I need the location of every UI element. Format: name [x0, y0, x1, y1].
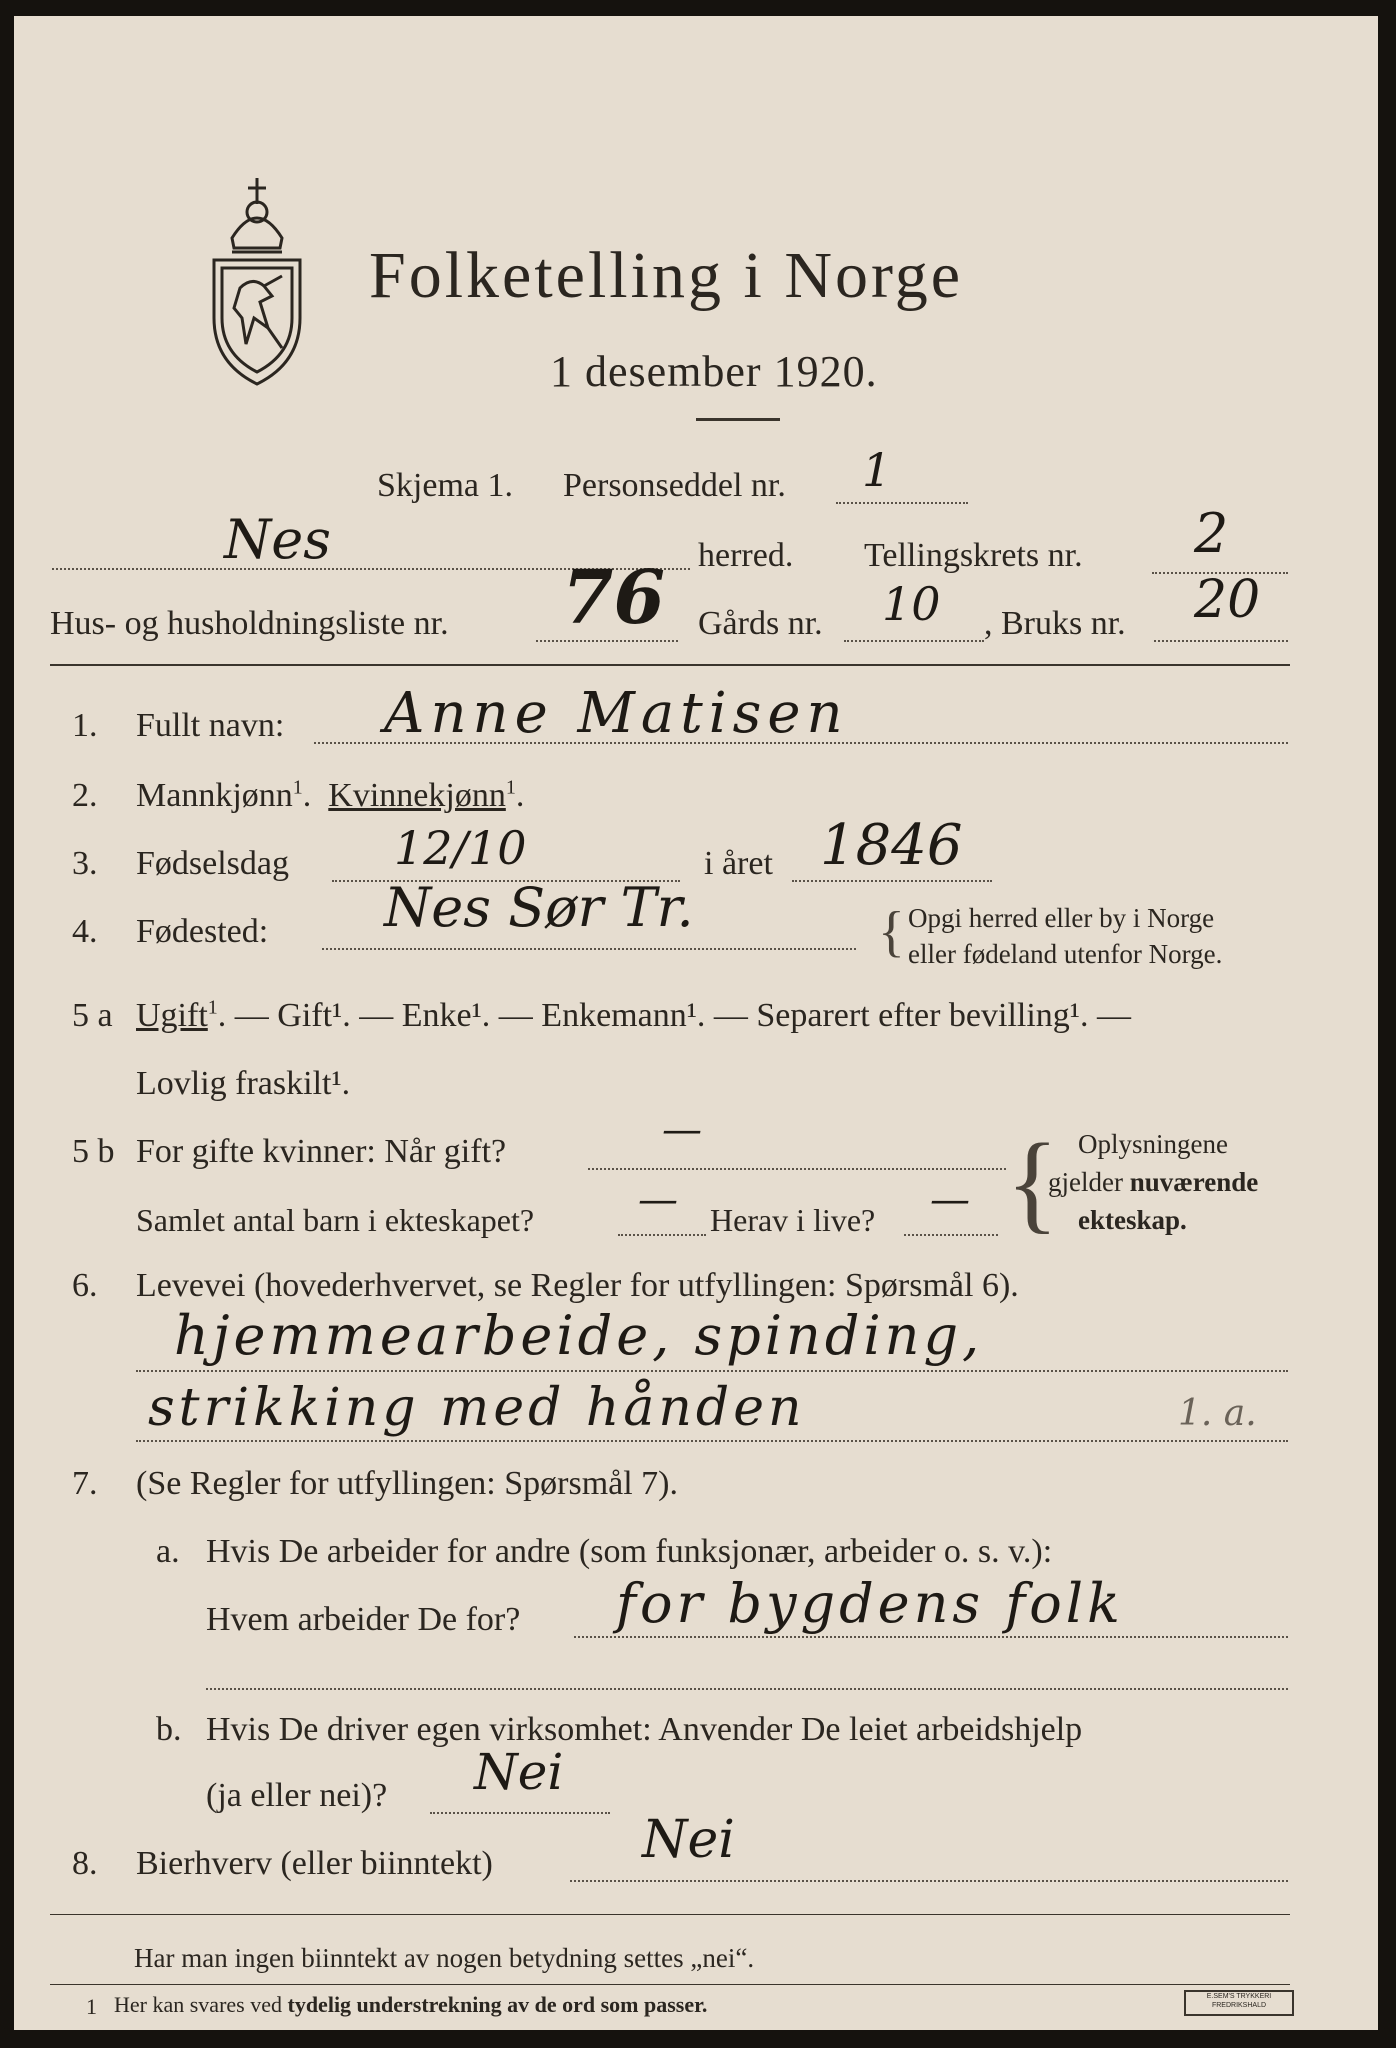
herred-label: herred. [698, 537, 794, 574]
q4-number: 4. [72, 913, 98, 950]
footnote-text: Her kan svares ved tydelig understrekning av de ord som passer. [114, 1992, 708, 2017]
gards-label: Gårds nr. [698, 605, 823, 642]
q7b-line [430, 1812, 610, 1814]
q5b-note-2: gjelder nuværende [1048, 1167, 1259, 1197]
q5b-line-2 [618, 1234, 706, 1236]
q5b-line-3 [904, 1234, 998, 1236]
q5a-options: Ugift$^1$. — Gift¹. — Enke¹. — Enkemann¹. — Separert efter bevilling¹. — [136, 996, 1131, 1034]
q5b-note-3: ekteskap. [1078, 1205, 1187, 1235]
tellingskrets-value: 2 [1194, 502, 1229, 565]
q3-value: 12/10 [394, 821, 527, 875]
gards-line [844, 640, 984, 642]
q5b-value-3: — [930, 1177, 970, 1223]
q3-year-value: 1846 [820, 813, 963, 878]
bruks-label: , Bruks nr. [984, 605, 1126, 642]
q7-number: 7. [72, 1465, 98, 1502]
q7a-line-2: Hvem arbeider De for? [206, 1601, 521, 1638]
q7a-line [574, 1636, 1288, 1638]
q7a-letter: a. [156, 1533, 180, 1570]
q1-number: 1. [72, 707, 98, 744]
footnote-rule [50, 1984, 1290, 1985]
q6-line-1 [136, 1370, 1288, 1372]
q3-year-line [792, 880, 992, 882]
q3-label: Fødselsdag [136, 845, 289, 882]
q5b-note-1: Oplysningene [1078, 1129, 1228, 1159]
personseddel-value: 1 [862, 443, 892, 497]
q3-number: 3. [72, 845, 98, 882]
q5b-label-3: Herav i live? [710, 1202, 876, 1238]
q2-male: Mannkjønn [136, 777, 293, 814]
q7b-value: Nei [474, 1743, 564, 1801]
q2-female: Kvinnekjønn [328, 777, 506, 814]
census-form [14, 16, 1378, 2030]
q6-value-3: 1. a. [1178, 1393, 1257, 1434]
q5b-line-1 [588, 1168, 1006, 1170]
q6-label: Levevei (hovederhvervet, se Regler for utfyllingen: Spørsmål 6). [136, 1267, 1019, 1304]
title-divider [696, 418, 780, 421]
q6-number: 6. [72, 1267, 98, 1304]
q3-year-label: i året [704, 845, 773, 882]
q7a-line-extra [206, 1688, 1288, 1690]
q7a-value: for bygdens folk [616, 1572, 1124, 1635]
q5b-brace: { [1006, 1121, 1059, 1243]
q4-note-2: eller fødeland utenfor Norge. [908, 939, 1223, 969]
header-rule [50, 664, 1290, 666]
herred-value: Nes [224, 508, 331, 571]
q1-label: Fullt navn: [136, 707, 285, 744]
q6-line-2 [136, 1440, 1288, 1442]
q6-value-1: hjemmearbeide, spinding, [174, 1304, 984, 1367]
printer-mark: E.SEM'S TRYKKERI FREDRIKSHALD [1184, 1990, 1294, 2016]
footnote-number: 1 [86, 1994, 97, 2019]
q1-value: Anne Matisen [384, 681, 849, 746]
q4-brace: { [878, 901, 905, 963]
personseddel-label: Personseddel nr. [563, 467, 786, 504]
q2-number: 2. [72, 777, 98, 814]
census-date: 1 desember 1920. [550, 347, 878, 396]
q7-label: (Se Regler for utfyllingen: Spørsmål 7). [136, 1465, 679, 1502]
q5a-line2: Lovlig fraskilt¹. [136, 1065, 351, 1102]
q4-label: Fødested: [136, 913, 269, 950]
bottom-rule [50, 1914, 1290, 1915]
q8-value: Nei [642, 1810, 735, 1870]
q7a-line-1: Hvis De arbeider for andre (som funksjonær, arbeider o. s. v.): [206, 1533, 1053, 1570]
bruks-value: 20 [1194, 570, 1261, 630]
coat-of-arms-icon [202, 168, 312, 390]
q5b-value-2: — [638, 1177, 678, 1223]
q8-label: Bierhverv (eller biinntekt) [136, 1845, 493, 1882]
bottom-note: Har man ingen biinntekt av nogen betydning settes „nei“. [134, 1943, 755, 1973]
schema-label: Skjema 1. [377, 467, 513, 504]
bruks-line [1154, 640, 1288, 642]
q4-line [322, 948, 856, 950]
liste-label: Hus- og husholdningsliste nr. [50, 605, 449, 642]
q7b-line-2: (ja eller nei)? [206, 1777, 388, 1814]
tellingskrets-label: Tellingskrets nr. [864, 537, 1083, 574]
form-title: Folketelling i Norge [369, 239, 964, 312]
q4-note-1: Opgi herred eller by i Norge [908, 903, 1215, 933]
liste-value: 76 [562, 555, 665, 641]
q2-options: Mannkjønn$^1$. Kvinnekjønn$^1$. [136, 776, 525, 814]
q5a-number: 5 a [72, 997, 113, 1034]
q5a-ugift: Ugift [136, 997, 208, 1034]
personseddel-line [836, 502, 968, 504]
gards-value: 10 [882, 577, 941, 631]
q5b-value-1: — [662, 1107, 702, 1153]
q6-value-2: strikking med hånden [148, 1378, 806, 1438]
q5b-label-1: For gifte kvinner: Når gift? [136, 1133, 507, 1170]
q8-number: 8. [72, 1845, 98, 1882]
q7b-line-1: Hvis De driver egen virksomhet: Anvender De leiet arbeidshjelp [206, 1711, 1083, 1748]
q5b-number: 5 b [72, 1133, 115, 1170]
q7b-letter: b. [156, 1711, 182, 1748]
q8-line [570, 1880, 1288, 1882]
q4-value: Nes Sør Tr. [384, 876, 694, 939]
q5b-label-2: Samlet antal barn i ekteskapet? [136, 1202, 535, 1238]
